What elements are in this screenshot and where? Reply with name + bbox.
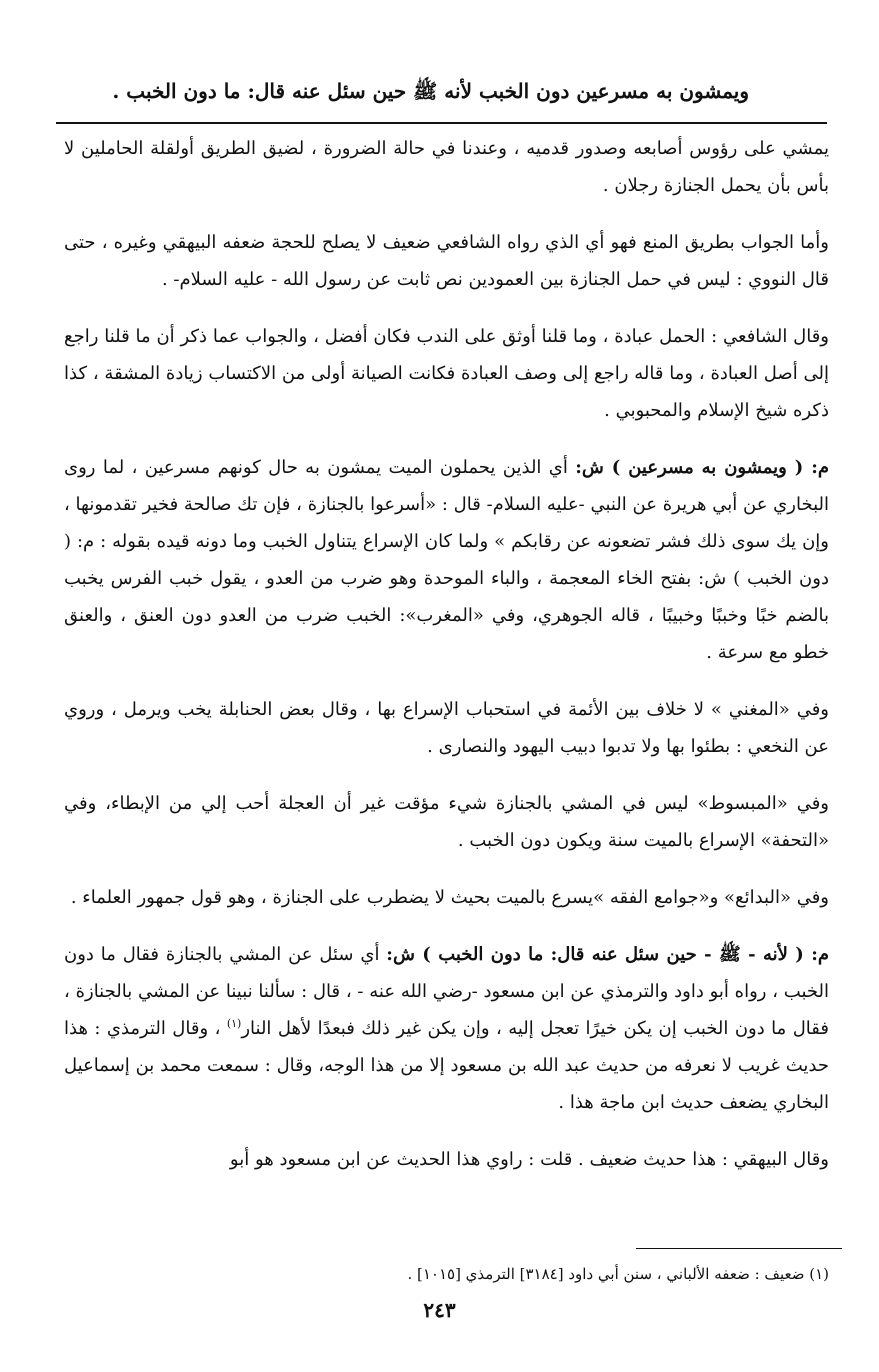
paragraph-text: وفي «المغني » لا خلاف بين الأئمة في استحباب الإسراع بها ، وقال بعض الحنابلة يخب ويرمل ، وروي عن النخعي : بطئوا بها ولا تدبوا دبيب اليهود والنصارى . xyxy=(64,699,829,757)
paragraph xyxy=(64,691,829,765)
footnote-marker[interactable]: (١) xyxy=(226,1017,242,1030)
paragraph-text-tail: ، وقال الترمذي : هذا حديث غريب لا نعرفه من حديث عبد الله بن مسعود إلا من هذا الوجه، وقال : سمعت محمد بن إسماعيل البخاري يضعف حديث ابن ماجة هذا . xyxy=(64,1018,829,1113)
paragraph-text: أي سئل عن المشي بالجنازة فقال ما دون الخبب ، رواه أبو داود والترمذي عن ابن مسعود -رضي الله عنه - ، قال : سألنا نبينا عن المشي بالجنازة ، فقال ما دون الخبب إن يكن خيرًا تعجل إليه ، وإن يكن غير ذلك فبعدًا لأهل النار xyxy=(64,944,830,1039)
footnote: (١) ضعيف : ضعفه الألباني ، سنن أبي داود [٣١٨٤] الترمذي [١٠١٥] . xyxy=(407,1265,829,1283)
paragraph-text: وقال الشافعي : الحمل عبادة ، وما قلنا أوثق على الندب فكان أفضل ، والجواب عما ذكر أن ما قلنا راجع إلى أصل العبادة ، وما قاله راجع إلى وصف العبادة فكانت الصيانة أولى من الاكتساب زيادة المشقة ، كذا ذكره شيخ الإسلام والمحبوبي . xyxy=(64,326,829,421)
paragraph xyxy=(64,318,829,429)
paragraph xyxy=(64,449,829,671)
matn-lead: م: ( لأنه - ﷺ - حين سئل عنه قال: ما دون الخبب ) ش: xyxy=(386,944,829,965)
running-header: ويمشون به مسرعين دون الخبب لأنه ﷺ حين سئل عنه قال: ما دون الخبب . xyxy=(112,79,749,103)
paragraph-text: يمشي على رؤوس أصابعه وصدور قدميه ، وعندنا في حالة الضرورة ، لضيق الطريق أولقلة الحاملين لا بأس بأن يحمل الجنازة رجلان . xyxy=(64,138,829,196)
paragraph xyxy=(64,936,829,1121)
paragraph-text: وفي «المبسوط» ليس في المشي بالجنازة شيء مؤقت غير أن العجلة أحب إلي من الإبطاء، وفي «التحفة» الإسراع بالميت سنة ويكون دون الخبب . xyxy=(64,793,829,851)
paragraph-text: وأما الجواب بطريق المنع فهو أي الذي رواه الشافعي ضعيف لا يصلح للحجة ضعفه البيهقي وغيره ، حتى قال النووي : ليس في حمل الجنازة بين العمودين نص ثابت عن رسول الله - عليه السلام- . xyxy=(64,232,829,290)
paragraph xyxy=(64,785,829,859)
paragraph xyxy=(64,1141,829,1178)
paragraph-text: أي الذين يحملون الميت يمشون به حال كونهم مسرعين ، لما روى البخاري عن أبي هريرة عن النبي -عليه السلام- قال : «أسرعوا بالجنازة ، فإن تك صالحة فخير تقدمونها ، وإن يك سوى ذلك فشر تضعونه عن رقابكم » ولما كان الإسراع يتناول الخبب وما دونه قيده بقوله : م: ( دون الخبب ) ش: بفتح الخاء المعجمة ، والباء الموحدة وهو ضرب من العدو ، يقول خبب الفرس يخبب بالضم خبًا وخببًا وخبيبًا ، قاله الجوهري، وفي «المغرب»: الخبب ضرب من العدو دون العنق ، والعنق خطو مع سرعة . xyxy=(64,457,829,663)
paragraph xyxy=(64,224,829,298)
paragraph xyxy=(64,879,829,916)
paragraph xyxy=(64,130,829,204)
matn-lead: م: ( ويمشون به مسرعين ) ش: xyxy=(575,457,829,478)
paragraph-text: وقال البيهقي : هذا حديث ضعيف . قلت : راوي هذا الحديث عن ابن مسعود هو أبو xyxy=(229,1149,829,1170)
footnote-divider xyxy=(636,1248,842,1249)
paragraph-text: وفي «البدائع» و«جوامع الفقه »يسرع بالميت بحيث لا يضطرب على الجنازة ، وهو قول جمهور العلماء . xyxy=(70,887,829,908)
main-text xyxy=(64,130,829,1198)
page-number: ٢٤٣ xyxy=(423,1298,456,1322)
header-divider xyxy=(56,122,827,124)
